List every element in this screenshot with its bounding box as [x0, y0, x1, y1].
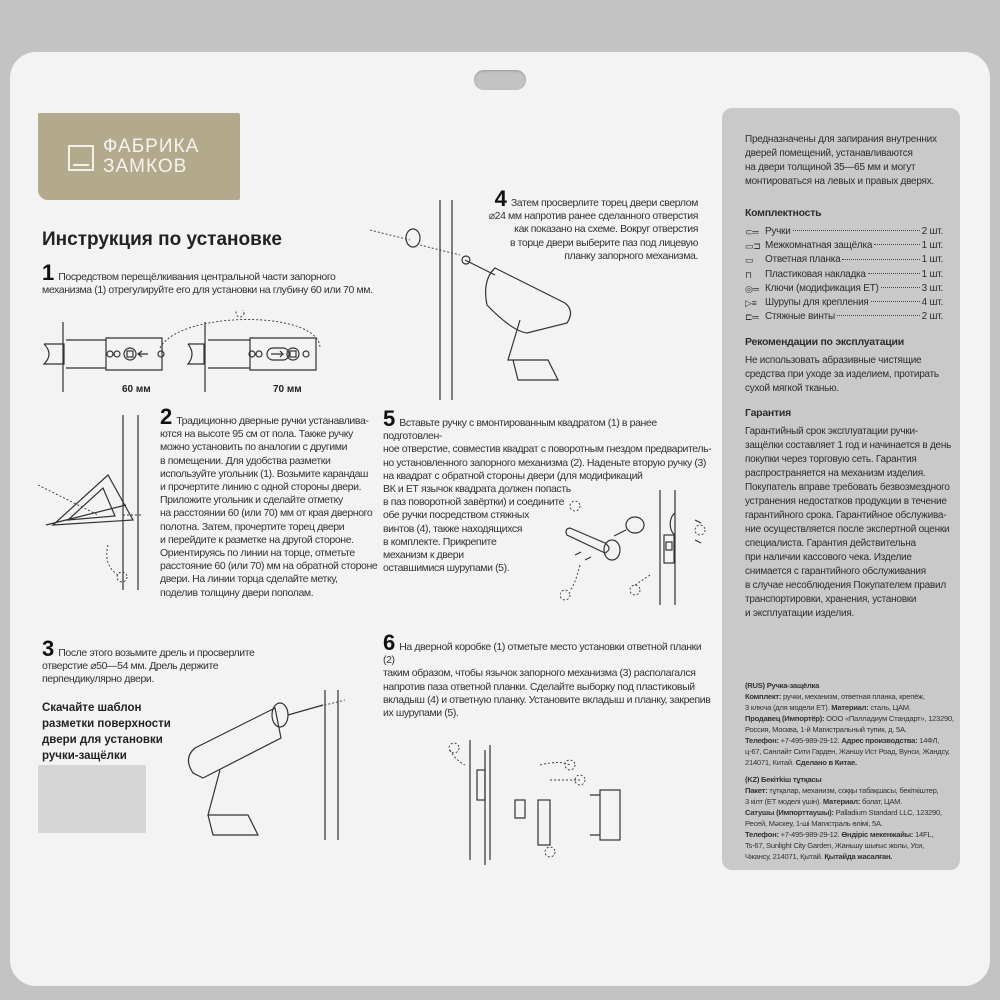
text: Комплект: — [745, 692, 782, 701]
step-number: 5 — [383, 406, 396, 431]
text: 14FL, — [913, 830, 934, 839]
screw-icon: ▷≡ — [745, 298, 757, 309]
bolt-icon: ⊏═ — [745, 312, 759, 323]
step-line: расстояние 60 (или 70) мм на обратной стороне — [160, 560, 378, 573]
step-text: Традиционно дверные ручки устанавлива- — [176, 415, 369, 427]
text: Телефон: — [745, 736, 779, 745]
text: Телефон: — [745, 830, 779, 839]
text: тұтқалар, механизм, соққы табақшасы, бекіткіштер, — [767, 786, 939, 795]
product-intro — [745, 133, 937, 189]
drill-diagram — [180, 690, 380, 840]
rus-legal-info — [745, 680, 957, 768]
step-line: их шурупами (5). — [383, 707, 459, 720]
warranty-line: специалиста. Гарантия действительна — [745, 538, 916, 549]
step-line: планку запорного механизма. — [564, 249, 698, 262]
step-line: в паз поворотной завёртки) и соедините — [383, 496, 565, 509]
kit-item — [745, 253, 943, 267]
kit-item — [745, 282, 943, 296]
kit-item — [745, 310, 943, 324]
step-text: После этого возьмите дрель и просверлите — [58, 647, 255, 659]
kit-item-label: Ответная планка — [765, 254, 841, 266]
kit-item-label: Ключи (модификация ЕТ) — [765, 282, 879, 294]
strike-plate-diagram — [440, 740, 640, 865]
step-line — [160, 404, 378, 429]
text: ручки, механизм, ответная планка, крепёж, — [781, 692, 925, 701]
step-line: но установленного запорного механизма (2). Наденьте вторую ручку (3) — [383, 456, 707, 469]
latch-icon: ▭⊐ — [745, 241, 761, 252]
step-line: двери. На линии торца сделайте метку, — [160, 573, 338, 586]
step-line: механизм к двери — [383, 549, 464, 562]
download-line: разметки поверхности — [42, 718, 171, 730]
plastic-insert-icon: ⊓ — [745, 269, 752, 280]
dot-leader — [842, 259, 919, 260]
kit-section — [745, 206, 943, 324]
kz-legal-info — [745, 774, 957, 862]
step-line: перпендикулярно двери. — [42, 673, 154, 686]
step-line: и перейдите к разметке на другой стороне. — [160, 533, 354, 546]
dot-leader — [868, 273, 920, 274]
text: Қытайда жасалған. — [824, 852, 893, 861]
strike-plate-icon: ▭ — [745, 255, 754, 266]
step-number: 4 — [494, 186, 507, 211]
brand-line1: ФАБРИКА — [103, 136, 200, 157]
kit-item-label: Пластиковая накладка — [765, 268, 866, 280]
step-line: вкладыш (4) и ответную планку. Установите вкладыш и планку, закрепив — [383, 693, 711, 706]
warranty-line: и эксплуатации изделия. — [745, 608, 855, 619]
drill-icon — [460, 255, 600, 395]
care-title: Рекомендации по эксплуатации — [745, 336, 904, 348]
step-line: на квадрат с обратной стороны двери (для модификаций — [383, 469, 643, 482]
step-line: в торце двери выберите паз под лицевую — [509, 236, 698, 249]
kit-item-qty: 1 шт. — [921, 240, 943, 252]
kit-title: Комплектность — [745, 207, 822, 219]
kit-item — [745, 225, 943, 239]
intro-line: Предназначены для запирания внутренних — [745, 134, 937, 145]
step-text: Посредством перещёлкивания центральной части запорного — [58, 271, 336, 283]
step-line: в комплекте. Прикрепите — [383, 535, 497, 548]
text: сталь, ЦАМ. — [868, 703, 911, 712]
warranty-line: при наличии кассового чека. Изделие — [745, 552, 912, 563]
warranty-line: покупки через торговую сеть. Гарантия — [745, 454, 917, 465]
text: Сделано в Китае. — [795, 758, 857, 767]
step-line: в помещении. Для удобства разметки — [160, 454, 331, 467]
step-line: ⌀24 мм напротив ранее сделанного отверстия — [488, 210, 698, 223]
brand-logo — [38, 113, 240, 200]
step-line: поделив толщину двери пополам. — [160, 586, 314, 599]
warranty-line: распространяется на механизм изделия. — [745, 468, 926, 479]
step-line — [383, 406, 713, 443]
label-70mm: 70 мм — [273, 384, 302, 395]
handle-icon: ⊂═ — [745, 227, 759, 237]
text: 214071, Китай. — [745, 758, 796, 767]
text: +7-495-989-29-12. — [778, 736, 842, 745]
dot-leader — [874, 244, 919, 245]
text: +7-495-989-29-12. — [778, 830, 842, 839]
text: болат, ЦАМ. — [860, 797, 903, 806]
text: (KZ) Бекітkіш тұтқасы — [745, 775, 822, 784]
kit-item-qty: 1 шт. — [921, 268, 943, 280]
care-line: средства при уходе за изделием, протирать — [745, 369, 939, 380]
step-line — [42, 636, 372, 661]
kit-item — [745, 268, 943, 282]
qr-code-placeholder — [38, 765, 146, 833]
text: Ts-67, Sunlight City Garden, Жаньшу шығыс жолы, Уси, — [745, 841, 924, 850]
warranty-line: снимается с гарантийного обслуживания — [745, 566, 926, 577]
download-template-text — [42, 700, 171, 764]
step-text: Вставьте ручку с вмонтированным квадратом (1) в ранее подготовлен- — [383, 417, 657, 443]
step-line: винтов (4), также находящихся — [383, 522, 523, 535]
warranty-line: транспортировки, хранения, установки — [745, 594, 917, 605]
step-text: На дверной коробке (1) отметьте место установки ответной планки (2) — [383, 641, 702, 667]
warranty-line: Покупатель вправе требовать безвозмездного — [745, 482, 950, 493]
step-line: используйте угольник (1). Возьмите карандаш — [160, 467, 369, 480]
warranty-line: ние осуществляется после экспертной оценки — [745, 524, 950, 535]
step-line: на расстоянии 60 (или 70) мм от края дверного — [160, 507, 373, 520]
kit-item-label: Ручки — [765, 226, 791, 237]
step-text: Затем просверлите торец двери сверлом — [510, 197, 698, 209]
warranty-title: Гарантия — [745, 407, 791, 419]
kit-item-qty: 1 шт. — [921, 254, 943, 266]
warranty-line: гарантийного срока. Гарантийное обслужива- — [745, 510, 947, 521]
text: Адрес производства: — [841, 736, 918, 745]
dot-leader — [871, 301, 920, 302]
intro-line: монтироваться на левых и правых дверях. — [745, 176, 934, 187]
step-number: 6 — [383, 630, 396, 655]
kit-item-label: Стяжные винты — [765, 311, 835, 323]
text: Өндіріс мекенжайы: — [841, 830, 914, 839]
step-line: оставшимися шурупами (5). — [383, 562, 510, 575]
text: 3 кілт (ЕТ моделі үшін). — [745, 797, 823, 806]
key-icon: ◎═ — [745, 283, 759, 294]
step-line: механизма (1) отрегулируйте его для установки на глубину 60 или 70 мм. — [42, 284, 373, 297]
page-title: Инструкция по установке — [42, 229, 282, 250]
kit-item-qty: 2 шт. — [921, 311, 943, 323]
warranty-line: устранения недостатков продукции в течение — [745, 496, 947, 507]
text: Продавец (Импортёр): — [745, 714, 825, 723]
text: Материал: — [831, 703, 869, 712]
step-line: и прочертите линию с одной стороны двери. — [160, 481, 362, 494]
care-line: Не использовать абразивные чистящие — [745, 355, 922, 366]
step-line: полотна. Затем, прочертите торец двери — [160, 520, 345, 533]
step-line: таким образом, чтобы язычок запорного механизма (3) располагался — [383, 667, 696, 680]
text: ц-67, Санлайт Сити Гарден, Жаншу Ист Роад, Вунси, Жандсу, — [745, 747, 950, 756]
dot-leader — [881, 287, 920, 288]
kit-item-qty: 3 шт. — [921, 282, 943, 294]
step-6 — [383, 630, 713, 720]
care-section — [745, 335, 939, 396]
warranty-line: защёлки составляет 1 год и начинается в день — [745, 440, 952, 451]
step-number: 2 — [160, 404, 173, 429]
step-line: Приложите угольник и сделайте отметку — [160, 494, 343, 507]
step-line: как показано на схеме. Вокруг отверстия — [514, 223, 698, 236]
step-3 — [42, 636, 372, 687]
step-number: 1 — [42, 260, 55, 285]
handle-install-diagram — [560, 490, 710, 605]
step-line — [383, 630, 713, 667]
intro-line: дверей помещений, устанавливаются — [745, 148, 913, 159]
download-line: ручки-защёлки — [42, 750, 127, 762]
care-line: сухой мягкой тканью. — [745, 383, 839, 394]
step-4 — [488, 186, 698, 263]
step-line: ное отверстие, совместив квадрат с поворотным гнездом предваритель- — [383, 443, 712, 456]
step-line: ВК и ЕТ язычок квадрата должен попасть — [383, 483, 571, 496]
text: Пакет: — [745, 786, 768, 795]
text: 14ФЛ, — [917, 736, 940, 745]
lock-logo-icon — [68, 145, 94, 171]
text: (RUS) Ручка-защёлка — [745, 681, 820, 690]
step-line — [489, 186, 698, 211]
marking-diagram — [38, 415, 158, 595]
warranty-line: в случае несоблюдения Покупателем правил — [745, 580, 946, 591]
brand-line2: ЗАМКОВ — [103, 156, 188, 177]
step-line: Ориентируясь по линии на торце, отметьте — [160, 547, 355, 560]
text: Материал: — [822, 797, 861, 806]
label-60mm: 60 мм — [122, 384, 151, 395]
text: Сатушы (Импорттаушы): — [745, 808, 834, 817]
latch-adjust-diagram — [30, 310, 350, 405]
kit-item — [745, 239, 943, 253]
kit-item-qty: 4 шт. — [921, 297, 943, 309]
step-line: ются на высоте 95 см от пола. Также ручку — [160, 428, 353, 441]
text: Palladium Standard LLC, 123290, — [833, 808, 942, 817]
intro-line: на двери толщиной 35—65 мм и могут — [745, 162, 916, 173]
step-line: отверстие ⌀50—54 мм. Дрель держите — [42, 660, 219, 673]
download-line: Скачайте шаблон — [42, 702, 142, 714]
step-line: можно установить по аналогии с другими — [160, 441, 348, 454]
text: Ресей, Мәскеу, 1-ші Магистраль өлімі, 5А. — [745, 819, 883, 828]
text: ООО «Палладиум Стандарт», 123290, — [824, 714, 954, 723]
dot-leader — [837, 315, 920, 316]
dot-leader — [793, 230, 920, 231]
kit-item — [745, 296, 943, 310]
hang-hole — [474, 70, 526, 90]
step-number: 3 — [42, 636, 55, 661]
kit-item-qty: 2 шт. — [921, 226, 943, 237]
kit-item-label: Межкомнатная защёлка — [765, 240, 873, 252]
warranty-line: Гарантийный срок эксплуатации ручки- — [745, 426, 918, 437]
text: Россия, Москва, 1-й Магистральный тупик, д. 5А. — [745, 725, 907, 734]
step-line: обе ручки посредством стяжных — [383, 509, 529, 522]
text: Чжансу, 214071, Қытай. — [745, 852, 825, 861]
warranty-section — [745, 406, 951, 621]
step-line: напротив паза ответной планки. Сделайте выборку под пластиковый — [383, 680, 695, 693]
kit-item-label: Шурупы для крепления — [765, 297, 869, 309]
text: 3 ключа (для модели ЕТ). — [745, 703, 832, 712]
download-line: двери для установки — [42, 734, 163, 746]
step-2 — [160, 404, 378, 600]
